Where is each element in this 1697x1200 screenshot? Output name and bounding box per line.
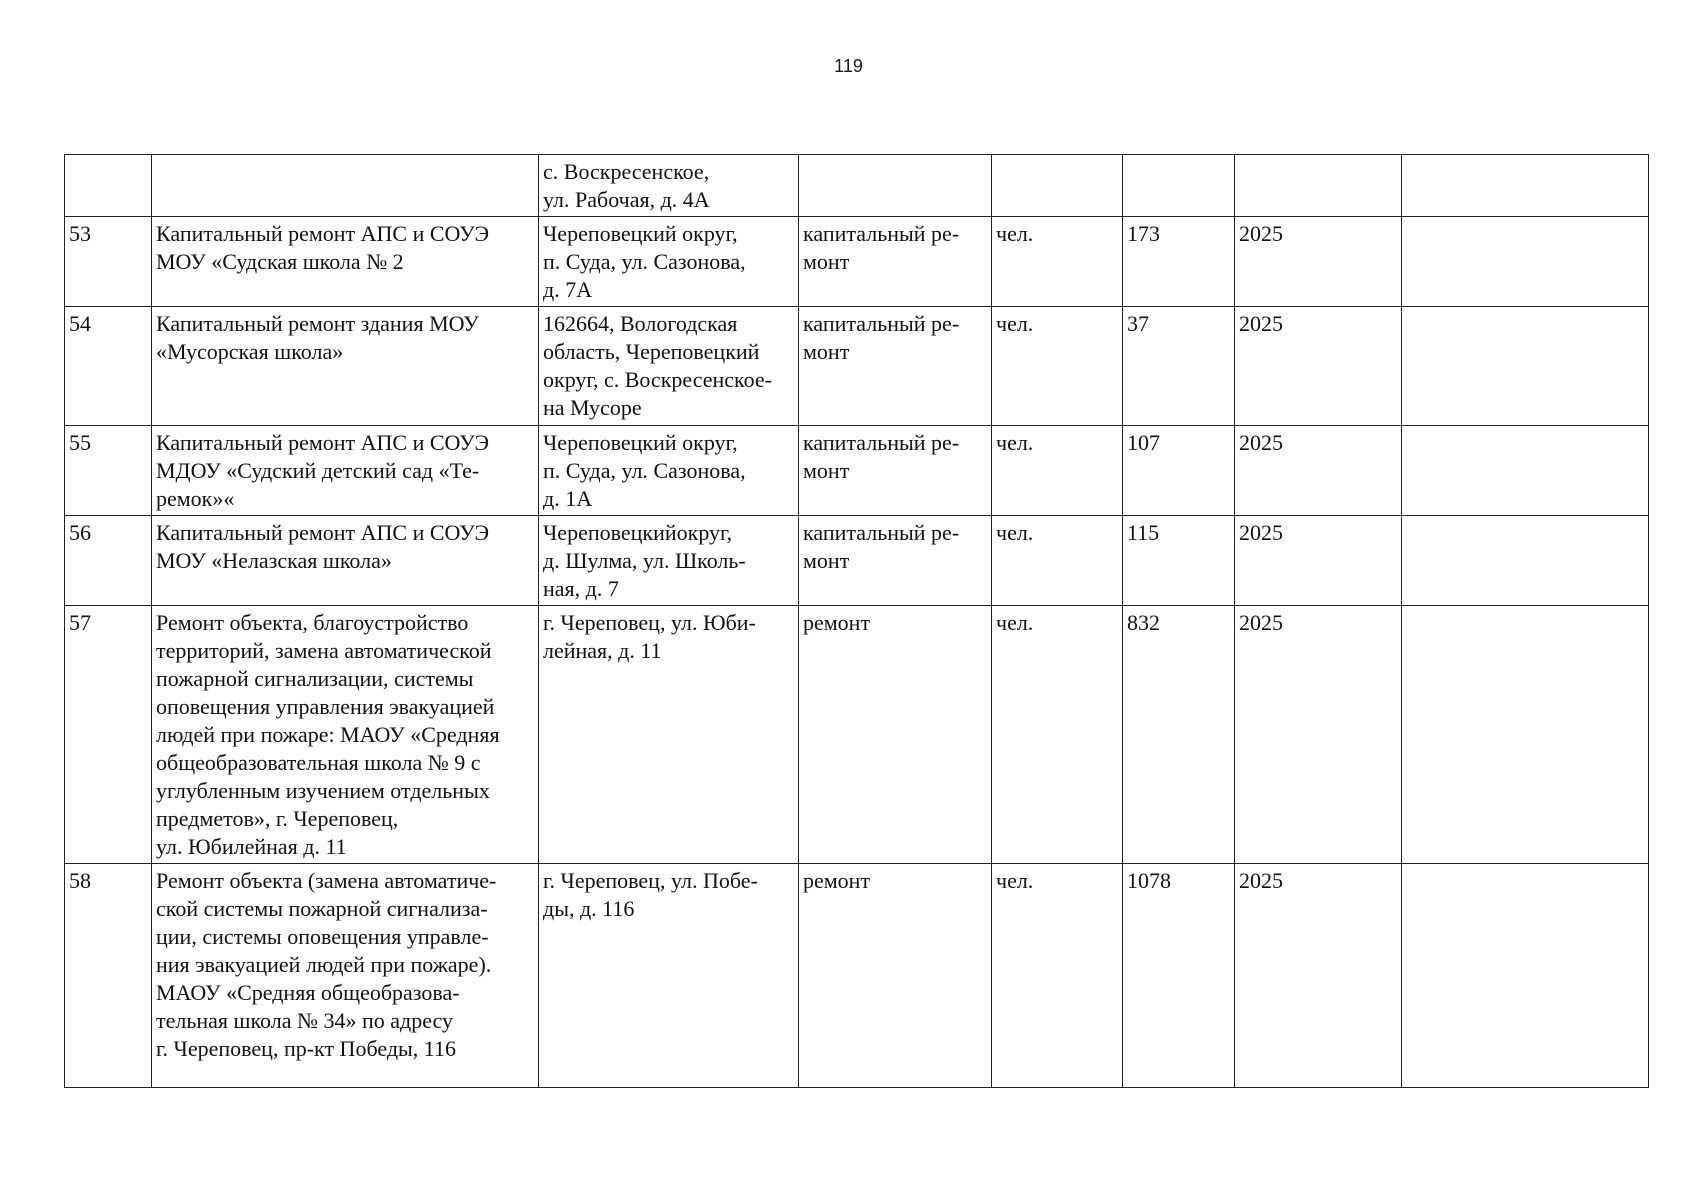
cell-number: 53 — [65, 217, 152, 307]
cell-note — [1402, 307, 1649, 426]
cell-unit: чел. — [992, 606, 1123, 864]
cell-unit: чел. — [992, 217, 1123, 307]
cell-unit: чел. — [992, 307, 1123, 426]
cell-unit — [992, 155, 1123, 217]
cell-work-kind: ремонт — [799, 606, 992, 864]
cell-work-kind: ремонт — [799, 864, 992, 1088]
cell-note — [1402, 606, 1649, 864]
cell-number: 55 — [65, 426, 152, 516]
cell-unit: чел. — [992, 426, 1123, 516]
cell-note — [1402, 155, 1649, 217]
cell-year: 2025 — [1235, 217, 1402, 307]
table-row — [65, 307, 1649, 426]
cell-object-name — [152, 155, 539, 217]
cell-object-name: Ремонт объекта (замена автоматиче- ской системы пожарной сигнализа- ции, системы оповещения управле- ния эвакуацией людей при пожаре). МАОУ «Средняя общеобразова- тельная школа № 34» по адресу г. Череповец, пр-кт Победы, 116 — [152, 864, 539, 1088]
cell-object-name: Капитальный ремонт АПС и СОУЭ МОУ «Судская школа № 2 — [152, 217, 539, 307]
table-row — [65, 606, 1649, 864]
cell-year — [1235, 155, 1402, 217]
cell-value: 832 — [1123, 606, 1235, 864]
table-row — [65, 426, 1649, 516]
cell-year: 2025 — [1235, 426, 1402, 516]
cell-object-name: Капитальный ремонт АПС и СОУЭ МДОУ «Судский детский сад «Те- ремок»« — [152, 426, 539, 516]
cell-address: Череповецкийокруг, д. Шулма, ул. Школь- ная, д. 7 — [539, 516, 799, 606]
cell-object-name: Капитальный ремонт АПС и СОУЭ МОУ «Нелазская школа» — [152, 516, 539, 606]
page-number: 119 — [834, 56, 863, 76]
cell-address: г. Череповец, ул. Побе- ды, д. 116 — [539, 864, 799, 1088]
cell-value: 1078 — [1123, 864, 1235, 1088]
table-row — [65, 864, 1649, 1088]
cell-number: 58 — [65, 864, 152, 1088]
table-row-continuation — [65, 155, 1649, 217]
cell-unit: чел. — [992, 864, 1123, 1088]
cell-number — [65, 155, 152, 217]
cell-address: Череповецкий округ, п. Суда, ул. Сазонова, д. 7А — [539, 217, 799, 307]
table-row — [65, 217, 1649, 307]
cell-note — [1402, 864, 1649, 1088]
cell-value: 115 — [1123, 516, 1235, 606]
cell-number: 54 — [65, 307, 152, 426]
cell-year: 2025 — [1235, 864, 1402, 1088]
cell-value: 107 — [1123, 426, 1235, 516]
cell-note — [1402, 217, 1649, 307]
cell-work-kind: капитальный ре- монт — [799, 426, 992, 516]
cell-year: 2025 — [1235, 307, 1402, 426]
cell-address: с. Воскресенское, ул. Рабочая, д. 4А — [539, 155, 799, 217]
cell-year: 2025 — [1235, 516, 1402, 606]
cell-number: 56 — [65, 516, 152, 606]
cell-address: 162664, Вологодская область, Череповецкий округ, с. Воскресенское- на Мусоре — [539, 307, 799, 426]
cell-work-kind: капитальный ре- монт — [799, 307, 992, 426]
cell-year: 2025 — [1235, 606, 1402, 864]
cell-work-kind: капитальный ре- монт — [799, 516, 992, 606]
cell-unit: чел. — [992, 516, 1123, 606]
cell-value — [1123, 155, 1235, 217]
cell-address: Череповецкий округ, п. Суда, ул. Сазонова, д. 1А — [539, 426, 799, 516]
cell-note — [1402, 426, 1649, 516]
cell-note — [1402, 516, 1649, 606]
cell-work-kind — [799, 155, 992, 217]
cell-value: 173 — [1123, 217, 1235, 307]
cell-object-name: Ремонт объекта, благоустройство территорий, замена автоматической пожарной сигнализации, системы оповещения управления эвакуацией людей при пожаре: МАОУ «Средняя общеобразовательная школа № 9 с углубленным изучением отдельных предметов», г. Череповец, ул. Юбилейная д. 11 — [152, 606, 539, 864]
cell-address: г. Череповец, ул. Юби- лейная, д. 11 — [539, 606, 799, 864]
registry-table — [64, 154, 1649, 1088]
cell-number: 57 — [65, 606, 152, 864]
cell-object-name: Капитальный ремонт здания МОУ «Мусорская школа» — [152, 307, 539, 426]
cell-work-kind: капитальный ре- монт — [799, 217, 992, 307]
table-row — [65, 516, 1649, 606]
cell-value: 37 — [1123, 307, 1235, 426]
